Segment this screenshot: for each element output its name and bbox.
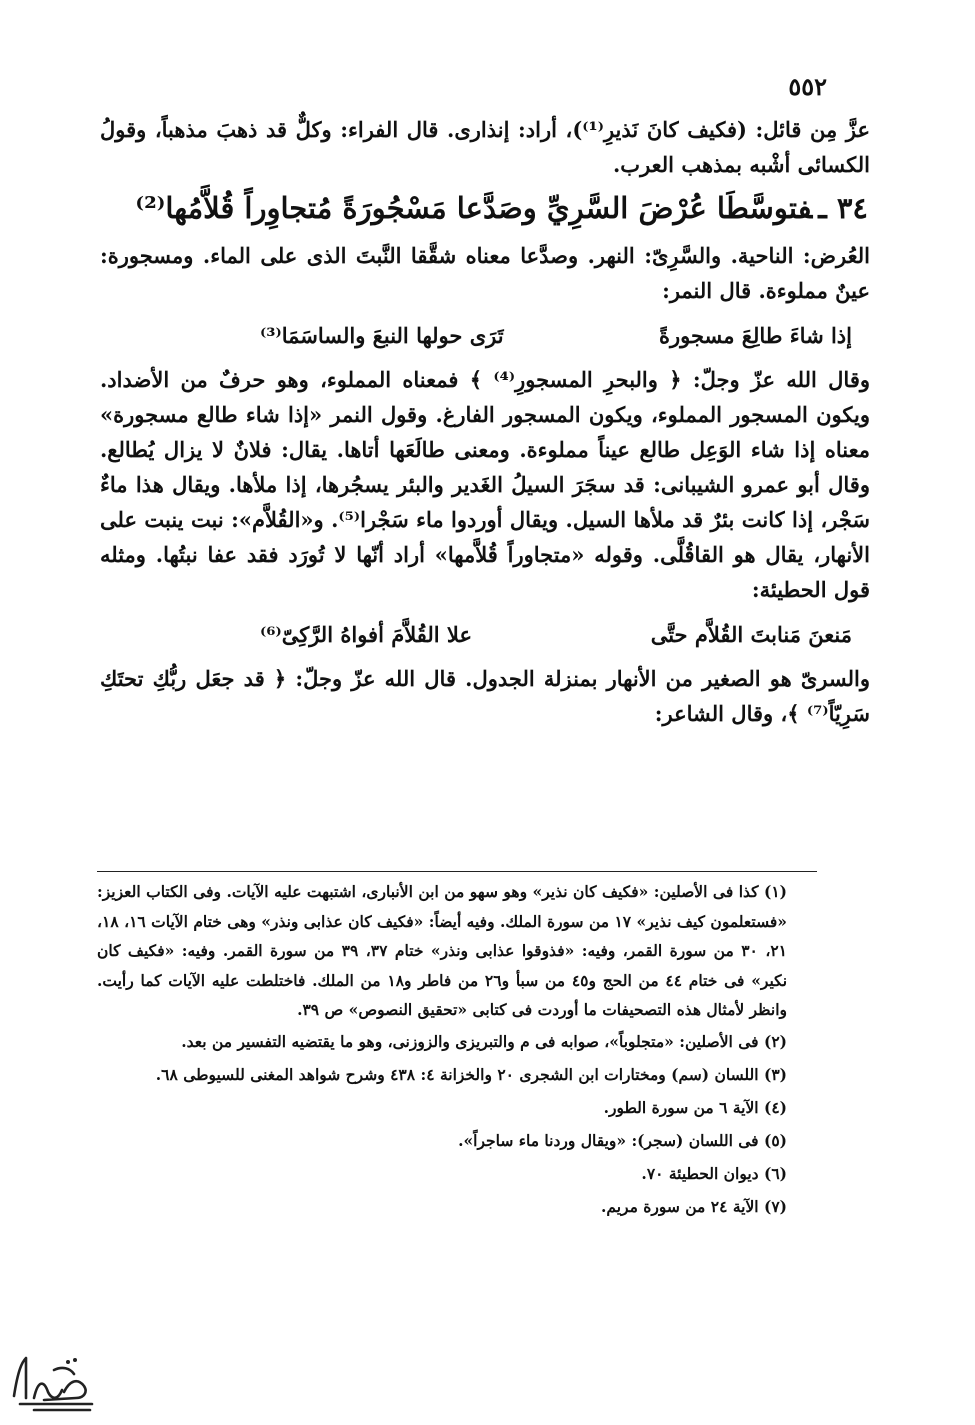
verse-hutayah xyxy=(100,617,870,653)
commentary-paragraph-3: وقال الله عزّ وجلّ: ﴿ والبحرِ المسجورِ⁽⁴⁾ ﴾ فمعناه المملوء، وهو حرفٌ من الأضداد. ويكون المسجور المملوء، ويكون المسجور الفارغ. وقول النمر «إذا شاء طالع مسجورة» معناه إذا شاء الوَعِل طالع عيناً مملوءة. ومعنى طالَعَها أتاها. يقال: فلانٌ لا يزال يُطالع. وقال أبو عمرو الشيبانى: قد سجَرَ السيلُ الغَدير والبئر يسجُرها، إذا ملأها. ويقال هذا ماءٌ سَجْر، إذا كانت بئرٌ قد ملأها السيل. ويقال أوردوا ماء سَجْرا⁽⁵⁾. و«القُلاَّم»: نبت ينبت على الأنهار، يقال هو القاقُلَّى. وقوله «متجاوراً قُلاَّمها» أراد أنّها لا تُورَد فقد عفا نبتُها. ومثله قول الحطيئة: xyxy=(100,367,870,602)
verse-number: ٣٤ ـ xyxy=(818,191,868,225)
footnote-5: (٥) فى اللسان (سجر): «ويقال وردنا ماء ساجراً». xyxy=(458,1130,787,1150)
library-stamp-logo xyxy=(4,1340,100,1420)
calligraphy-stamp-icon xyxy=(4,1340,100,1420)
page-number: ٥٥٢ xyxy=(788,72,827,101)
commentary-paragraph-2: العُرض: الناحية. والسَّرِىّ: النهر. وصدَّعا معناه شقَّقا النَّبتَ الذى على الماء. ومسجورة: عينٌ مملوءة. قال النمر: xyxy=(100,243,870,303)
main-text xyxy=(100,112,870,731)
verse-hutayah-first-hemistich: مَنعنَ مَنابتَ القُلاَّم حتَّى xyxy=(650,622,852,647)
footnote-1: (١) كذا فى الأصلين: «فكيف كان نذير» وهو سهو من ابن الأنبارى، اشتبهت عليه الآيات. وفى الكتاب العزيز: «فستعلمون كيف نذير» ١٧ من سورة الملك. وفيه أيضاً: «فكيف كان عذابى ونذر» وهى ختام الآيات ١٦، ١٨، ٢١، ٣٠ من سورة القمر، وفيه: «فذوقوا عذابى ونذر» ختام ٣٧، ٣٩ من سورة القمر. وفيه: «فكيف كان نكير» فى ختام ٤٤ من الحج و٤٥ من سبأ و٢٦ من فاطر و١٨ من الملك. فاختلطت عليه الآيات كما رأيت. وانظر لأمثال هذه التصحيفات ما أوردت فى كتابى «تحقيق النصوص» ص ٣٩. xyxy=(97,882,788,1020)
verse-namir xyxy=(100,318,870,354)
footnote-3: (٣) اللسان (سم) ومختارات ابن الشجرى ٢٠ والخزانة ٤: ٤٣٨ وشرح شواهد المغنى للسيوطى ٦٨. xyxy=(155,1064,787,1084)
footnote-6: (٦) ديوان الحطيئة ٧٠. xyxy=(641,1163,787,1183)
commentary-paragraph-1: عزَّ مِن قائل: (فكيف كانَ نَذيرِ⁽¹⁾)، أراد: إنذارى. قال الفراء: وكلٌّ قد ذهبَ مذهباً، وقولُ الكسائى أشْبه بمذهب العرب. xyxy=(100,117,870,177)
footnote-7: (٧) الآية ٢٤ من سورة مريم. xyxy=(600,1196,787,1216)
footnote-divider xyxy=(97,871,817,872)
verse-hutayah-second-hemistich: علا القُلاَّمَ أفواهُ الرَّكِىّ⁽⁶⁾ xyxy=(260,622,472,647)
footnote-2: (٢) فى الأصلين: «متجلوباً»، صوابه فى م والتبريزى والزوزنى، وهو ما يقتضيه التفسير من بعد. xyxy=(181,1031,787,1051)
footnote-4: (٤) الآية ٦ من سورة الطور. xyxy=(603,1097,787,1117)
verse-namir-first-hemistich: إذا شاءَ طالِعَ مسجورةً xyxy=(658,323,852,348)
verse-34-text: فتوسَّطَا عُرْضَ السَّرِيِّ وصَدَّعا مَسْجُورَةً مُتجاوِراً قُلاَّمُها⁽²⁾ xyxy=(135,191,813,225)
verse-namir-second-hemistich: تَرَى حولها النبعَ والساسَمَا⁽³⁾ xyxy=(260,323,504,348)
verse-34 xyxy=(100,184,870,232)
commentary-paragraph-4: والسرىّ هو الصغير من الأنهار بمنزلة الجدول. قال الله عزّ وجلّ: ﴿ قد جعَل ربُّكِ تحتَكِ سَرِيّاً⁽⁷⁾ ﴾، وقال الشاعر: xyxy=(100,666,870,726)
footnotes xyxy=(97,877,787,1223)
